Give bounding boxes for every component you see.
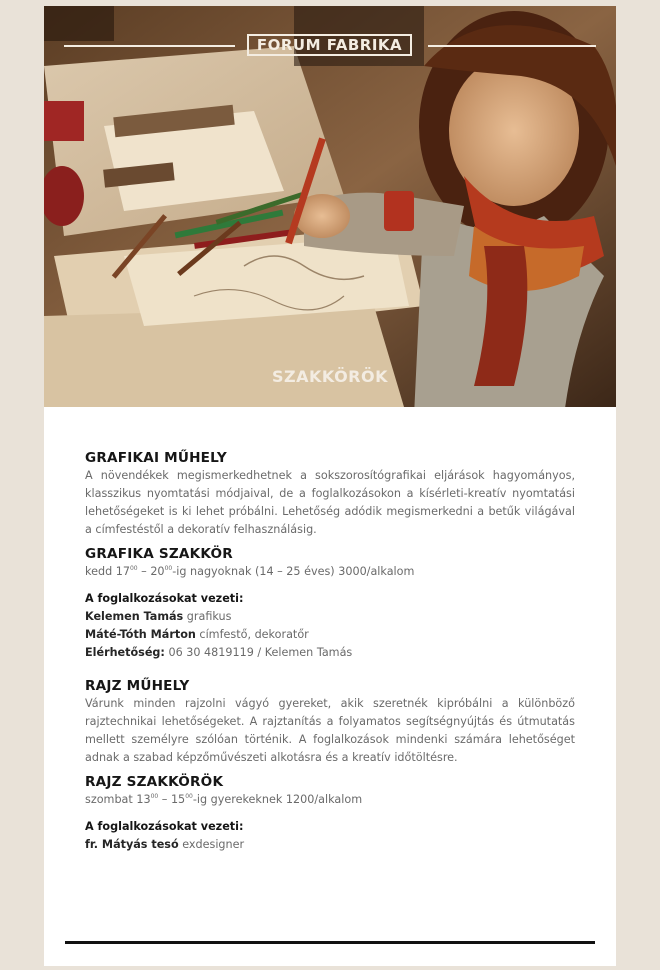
leader-name: fr. Mátyás tesó xyxy=(85,838,179,851)
header-rule-right xyxy=(428,45,596,47)
leader-role: címfestő, dekoratőr xyxy=(195,628,309,641)
leaders-label: A foglalkozásokat vezeti: xyxy=(85,592,244,605)
brand-header xyxy=(44,34,616,58)
leader-role: exdesigner xyxy=(178,838,245,851)
section-title: RAJZ MŰHELY xyxy=(85,678,190,694)
header-rule-left xyxy=(64,45,235,47)
contact-row xyxy=(85,644,575,662)
leaders-label: A foglalkozásokat vezeti: xyxy=(85,820,244,833)
leader-role: grafikus xyxy=(183,610,232,623)
footer-rule xyxy=(65,941,595,944)
course-title: RAJZ SZAKKÖRÖK xyxy=(85,774,224,790)
leader-row xyxy=(85,608,575,626)
course-schedule: szombat $13^{00} - 15^{00}-ig$ gyerekeknek 1200/alkalom xyxy=(85,793,363,806)
hero-photo xyxy=(44,6,616,407)
section-description: Várunk minden rajzolni vágyó gyereket, akik szeretnék kipróbálni a különböző rajztechnikai lehetőségeket. A rajztanítás a folyamatos segítségnyújtás és útmutatás mellett személyre szólóan történik. A foglalkozások mindenki számára lehetőséget adnak a szabad képzőművészeti alkotásra és a kreatív időtöltésre. xyxy=(85,697,575,764)
course-schedule: kedd $17^{00} - 20^{00}-ig$ nagyoknak (14 – 25 éves) 3000/alkalom xyxy=(85,565,415,578)
main-content xyxy=(85,450,575,854)
contact-value: 06 30 4819119 / Kelemen Tamás xyxy=(164,646,353,659)
poster-page xyxy=(44,6,616,966)
leader-row xyxy=(85,836,575,854)
forum-fabrika-logo: FORUM FABRIKA xyxy=(247,34,412,56)
course-title: GRAFIKA SZAKKÖR xyxy=(85,546,233,562)
contact-label: Elérhetőség: xyxy=(85,646,165,659)
section-title: GRAFIKAI MŰHELY xyxy=(85,450,227,466)
section-description: A növendékek megismerkedhetnek a sokszorosítógrafikai eljárások hagyományos, klasszikus nyomtatási módjaival, de a foglalkozásokon a kísérleti-kreatív nyomtatási lehetőségeket is ki lehet próbálni. Lehetőség adódik megismerkedni a betűk világával a címfestéstől a dekoratív felhasználásig. xyxy=(85,469,575,536)
leader-row xyxy=(85,626,575,644)
workshop-photo xyxy=(44,6,616,407)
leader-name: Máté-Tóth Márton xyxy=(85,628,196,641)
leader-name: Kelemen Tamás xyxy=(85,610,184,623)
hero-caption: SZAKKÖRÖK xyxy=(271,367,388,386)
